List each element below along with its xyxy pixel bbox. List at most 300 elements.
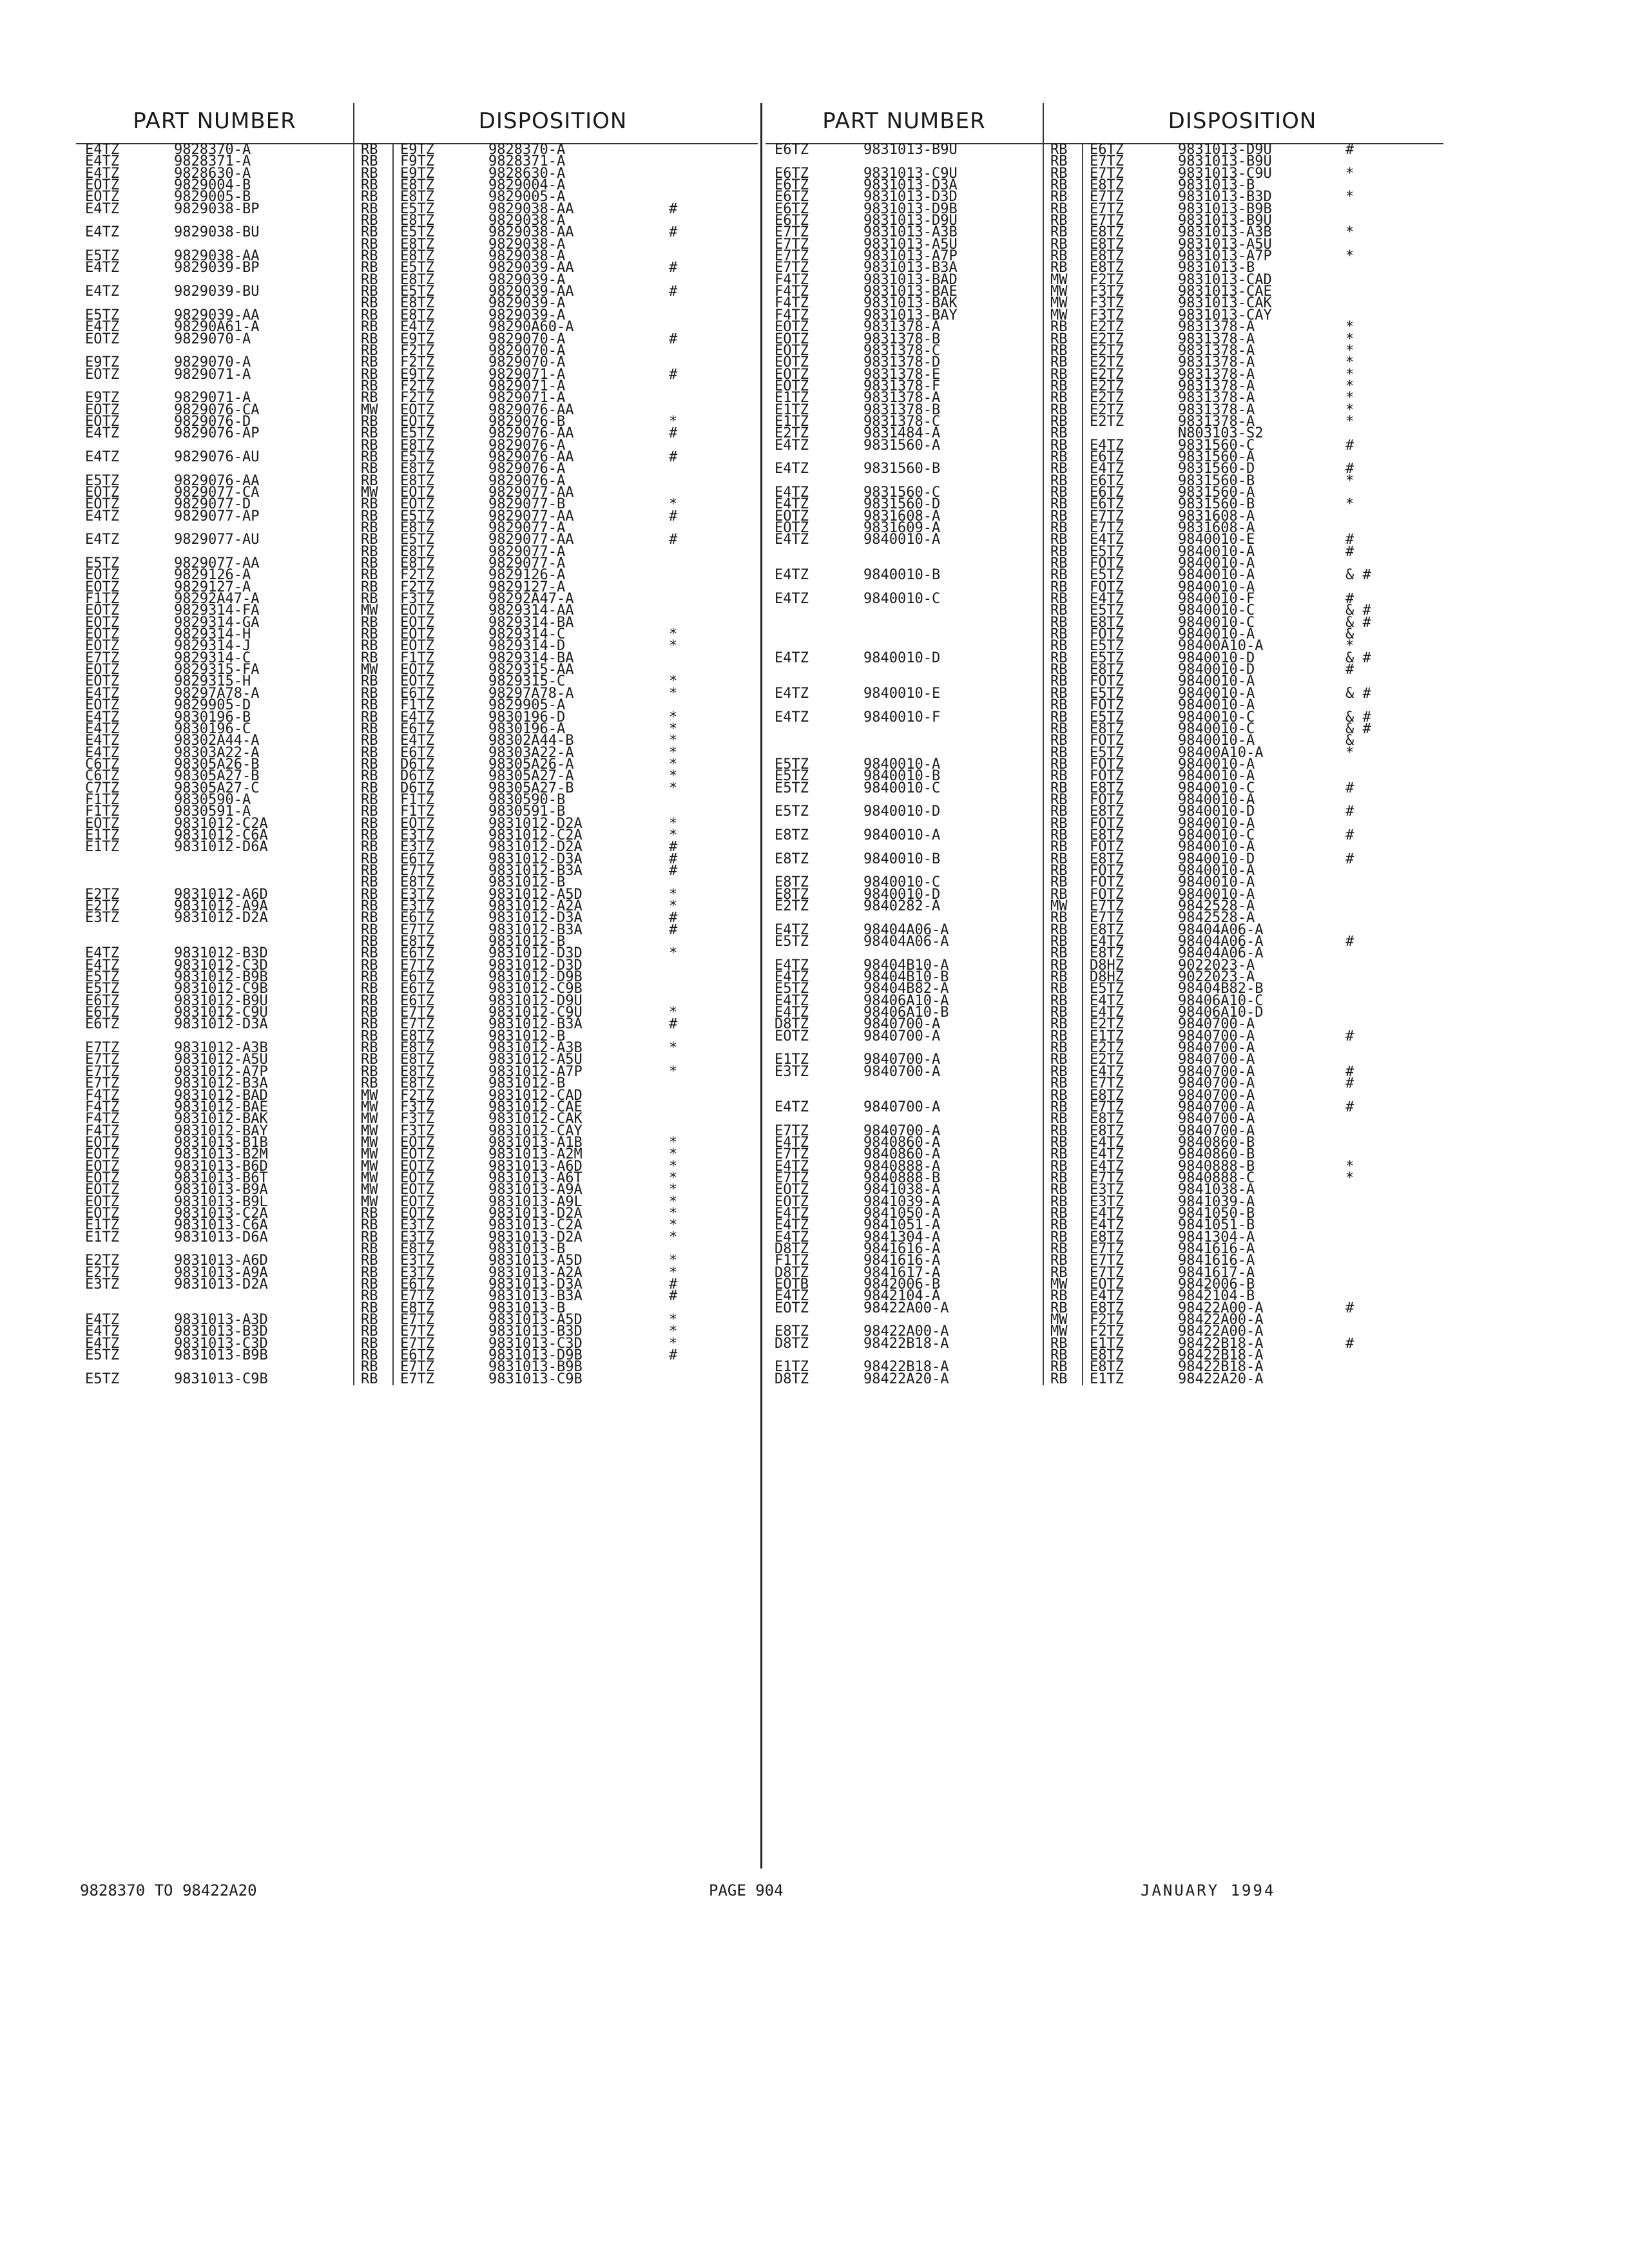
disposition-code: RB	[361, 1370, 378, 1387]
part-number: 9831378-F	[863, 378, 941, 394]
part-number: 9831013-C9U	[863, 165, 958, 182]
disposition-number: 9829071-A	[488, 378, 566, 394]
part-prefix: E6TZ	[775, 142, 809, 158]
disposition-prefix: E8TZ	[1090, 224, 1124, 241]
disposition-prefix: E7TZ	[400, 921, 434, 938]
part-prefix: E7TZ	[85, 1052, 119, 1068]
note-mark: #	[669, 1016, 678, 1033]
part-prefix: F1TZ	[85, 791, 119, 808]
disposition-prefix: EOTZ	[400, 815, 434, 832]
disposition-number: 9841617-A	[1178, 1264, 1255, 1281]
disposition-prefix: FOTZ	[1090, 579, 1124, 595]
disposition-code: MW	[1050, 1312, 1068, 1329]
disposition-code: RB	[361, 153, 378, 170]
disposition-number: 9831012-A7P	[488, 1063, 583, 1080]
disposition-code: RB	[1050, 649, 1068, 666]
disposition-number: 9829315-C	[488, 673, 566, 690]
disposition-code: RB	[1050, 1052, 1068, 1068]
disposition-code: RB	[1050, 1063, 1068, 1080]
disposition-number: 9840700-A	[1178, 1087, 1255, 1104]
part-number: 9840010-E	[863, 685, 941, 702]
disposition-number: 9831013-A9A	[488, 1182, 583, 1198]
note-mark: *	[669, 413, 678, 430]
part-prefix: EOTZ	[775, 319, 809, 336]
part-number: 9841038-A	[863, 1182, 941, 1198]
disposition-prefix: E6TZ	[400, 720, 434, 737]
part-prefix: F4TZ	[85, 1111, 119, 1128]
disposition-number: 9831012-B	[488, 934, 566, 950]
disposition-number: 9022023-A	[1178, 969, 1255, 986]
note-mark: #	[1345, 934, 1354, 950]
disposition-prefix: E8TZ	[1090, 662, 1124, 678]
note-mark: #	[669, 862, 678, 879]
disposition-number: 9842006-B	[1178, 1276, 1255, 1293]
disposition-number: 9831378-A	[1178, 319, 1255, 336]
disposition-prefix: E7TZ	[1090, 165, 1124, 182]
part-prefix: E4TZ	[85, 224, 119, 241]
disposition-prefix: E6TZ	[400, 850, 434, 867]
note-mark: *	[669, 768, 678, 785]
disposition-code: RB	[361, 709, 378, 726]
note-mark: #	[669, 331, 678, 347]
disposition-number: 9840010-A	[1178, 815, 1255, 832]
note-mark: #	[1345, 1099, 1354, 1115]
disposition-code: RB	[361, 791, 378, 808]
note-mark: *	[669, 1312, 678, 1329]
disposition-number: 9829314-BA	[488, 649, 574, 666]
part-number: 9829314-C	[174, 649, 251, 666]
part-prefix: E3TZ	[85, 910, 119, 927]
disposition-prefix: F2TZ	[400, 1087, 434, 1104]
part-number: 9831013-B2M	[174, 1146, 268, 1163]
disposition-number: 9831608-A	[1178, 520, 1255, 536]
disposition-prefix: E4TZ	[1090, 437, 1124, 454]
disposition-number: 9022023-A	[1178, 957, 1255, 974]
disposition-number: 9831013-D9B	[488, 1347, 583, 1364]
note-mark: *	[1345, 496, 1354, 513]
part-prefix: F4TZ	[85, 1122, 119, 1139]
part-prefix: E7TZ	[85, 1040, 119, 1057]
part-prefix: E5TZ	[85, 307, 119, 323]
disposition-number: 9831378-A	[1178, 390, 1255, 407]
disposition-number: 9831013-B9B	[488, 1359, 583, 1376]
disposition-code: RB	[1050, 921, 1068, 938]
disposition-code: RB	[1050, 910, 1068, 927]
part-prefix: E5TZ	[85, 969, 119, 986]
disposition-code: RB	[361, 969, 378, 986]
disposition-code: RB	[1050, 520, 1068, 536]
disposition-code: RB	[361, 934, 378, 950]
disposition-prefix: E7TZ	[1090, 1169, 1124, 1186]
disposition-code: RB	[1050, 602, 1068, 619]
disposition-prefix: E8TZ	[1090, 177, 1124, 194]
part-number: 98297A78-A	[174, 685, 260, 702]
disposition-prefix: E8TZ	[1090, 1229, 1124, 1245]
disposition-prefix: E2TZ	[1090, 1016, 1124, 1033]
part-prefix: EOTZ	[775, 1028, 809, 1044]
part-prefix: E4TZ	[85, 957, 119, 974]
disposition-code: RB	[361, 886, 378, 903]
disposition-number: 98305A27-B	[488, 780, 574, 796]
right-rows	[766, 144, 1443, 1385]
disposition-number: 9840860-B	[1178, 1134, 1255, 1151]
disposition-number: 98302A44-B	[488, 733, 574, 749]
note-mark: *	[669, 496, 678, 513]
disposition-number: 9840010-A	[1178, 555, 1255, 572]
part-number: 9831012-D2A	[174, 910, 268, 927]
disposition-code: RB	[361, 673, 378, 690]
disposition-prefix: E3TZ	[400, 827, 434, 843]
disposition-number: 9831013-C2A	[488, 1217, 583, 1234]
disposition-prefix: E8TZ	[400, 1075, 434, 1092]
disposition-prefix: E8TZ	[400, 555, 434, 572]
disposition-number: 9840010-C	[1178, 614, 1255, 631]
part-number: 9840010-B	[863, 567, 941, 584]
note-mark: *	[669, 1158, 678, 1175]
disposition-code: RB	[361, 768, 378, 785]
part-prefix: E4TZ	[775, 709, 809, 726]
part-number: 9829077-D	[174, 496, 251, 513]
disposition-code: MW	[361, 602, 378, 619]
disposition-number: 9831012-B3A	[488, 862, 583, 879]
disposition-prefix: E3TZ	[1090, 1182, 1124, 1198]
disposition-number: 9831012-D3A	[488, 850, 583, 867]
part-number: 9831012-A9A	[174, 898, 268, 914]
disposition-code: RB	[1050, 142, 1068, 158]
disposition-code: RB	[1050, 401, 1068, 418]
part-number: 9840010-D	[863, 803, 941, 820]
disposition-code: RB	[1050, 886, 1068, 903]
disposition-number: 98422B18-A	[1178, 1347, 1264, 1364]
disposition-number: 98422B18-A	[1178, 1359, 1264, 1376]
part-prefix: EOTZ	[85, 189, 119, 206]
disposition-prefix: E8TZ	[1090, 1300, 1124, 1316]
part-prefix: E5TZ	[85, 981, 119, 997]
disposition-number: 9840700-A	[1178, 1040, 1255, 1057]
disposition-prefix: D8HZ	[1090, 957, 1124, 974]
disposition-prefix: E8TZ	[1090, 921, 1124, 938]
note-mark: #	[1345, 591, 1354, 608]
disposition-prefix: D6TZ	[400, 756, 434, 773]
disposition-number: 9831378-A	[1178, 366, 1255, 383]
disposition-number: 9831013-D3A	[488, 1276, 583, 1293]
disposition-prefix: E2TZ	[1090, 378, 1124, 394]
disposition-code: RB	[361, 1300, 378, 1316]
part-prefix: C6TZ	[85, 768, 119, 785]
right-column	[766, 103, 1443, 1385]
part-prefix: F1TZ	[775, 1253, 809, 1269]
disposition-number: 9840010-A	[1178, 874, 1255, 891]
disposition-number: 9831560-D	[1178, 461, 1255, 477]
note-mark: *	[669, 673, 678, 690]
disposition-number: 9831378-A	[1178, 331, 1255, 347]
disposition-code: RB	[361, 957, 378, 974]
disposition-code: RB	[1050, 236, 1068, 253]
disposition-prefix: E5TZ	[400, 224, 434, 241]
part-number: 9829127-A	[174, 579, 251, 595]
disposition-number: 9831012-B	[488, 1075, 566, 1092]
note-mark: *	[669, 1193, 678, 1210]
disposition-number: 9842528-A	[1178, 910, 1255, 927]
disposition-code: RB	[1050, 780, 1068, 796]
disposition-code: RB	[1050, 200, 1068, 217]
disposition-code: RB	[361, 910, 378, 927]
disposition-code: RB	[361, 472, 378, 489]
part-number: 9840010-C	[863, 780, 941, 796]
note-mark: #	[1345, 1075, 1354, 1092]
part-number: 9840700-A	[863, 1052, 941, 1068]
disposition-code: RB	[361, 1276, 378, 1293]
disposition-code: RB	[361, 189, 378, 206]
disposition-code: RB	[1050, 1099, 1068, 1115]
disposition-code: RB	[361, 720, 378, 737]
note-mark: #	[669, 1347, 678, 1364]
disposition-number: 9830196-A	[488, 720, 566, 737]
disposition-prefix: F2TZ	[400, 579, 434, 595]
disposition-number: 9831012-B3A	[488, 921, 583, 938]
disposition-prefix: E8TZ	[400, 543, 434, 560]
disposition-number: 9840010-F	[1178, 591, 1255, 608]
disposition-number: 9840010-E	[1178, 532, 1255, 548]
disposition-prefix: E8TZ	[1090, 260, 1124, 276]
disposition-code: RB	[361, 543, 378, 560]
part-prefix: EOTZ	[85, 177, 119, 194]
disposition-number: 9831013-A2A	[488, 1264, 583, 1281]
part-number: 9831012-BAE	[174, 1099, 268, 1115]
disposition-number: 9829314-AA	[488, 602, 574, 619]
disposition-prefix: D6TZ	[400, 768, 434, 785]
part-prefix: E4TZ	[775, 957, 809, 974]
part-number: 9831013-A6D	[174, 1253, 268, 1269]
part-number: 9842104-A	[863, 1288, 941, 1305]
part-prefix: E5TZ	[775, 981, 809, 997]
disposition-prefix: E4TZ	[1090, 1158, 1124, 1175]
note-mark: #	[669, 448, 678, 465]
disposition-prefix: F2TZ	[400, 378, 434, 394]
disposition-number: 9840010-A	[1178, 543, 1255, 560]
disposition-prefix: F3TZ	[400, 1111, 434, 1128]
part-number: 9831013-BAD	[863, 271, 958, 288]
disposition-number: 9829071-A	[488, 390, 566, 407]
disposition-prefix: E9TZ	[400, 165, 434, 182]
disposition-prefix: FOTZ	[1090, 791, 1124, 808]
part-number: 9831013-B1B	[174, 1134, 268, 1151]
disposition-number: 98292A47-A	[488, 591, 574, 608]
part-number: 9831560-B	[863, 461, 941, 477]
part-number: 9831013-B6T	[174, 1169, 268, 1186]
disposition-code: RB	[361, 780, 378, 796]
part-prefix: EOTZ	[775, 378, 809, 394]
part-number: 9829314-H	[174, 626, 251, 643]
disposition-prefix: E1TZ	[1090, 1335, 1124, 1352]
disposition-code: RB	[361, 461, 378, 477]
disposition-code: RB	[1050, 934, 1068, 950]
part-prefix: E4TZ	[85, 142, 119, 158]
disposition-prefix: E8TZ	[1090, 1122, 1124, 1139]
disposition-number: 9841616-A	[1178, 1253, 1255, 1269]
disposition-code: RB	[361, 520, 378, 536]
disposition-prefix: E1TZ	[1090, 1370, 1124, 1387]
footer-range: 9828370 TO 98422A20	[80, 1881, 257, 1899]
disposition-code: RB	[361, 1323, 378, 1340]
disposition-number: 9831378-A	[1178, 401, 1255, 418]
note-mark: *	[1345, 331, 1354, 347]
disposition-code: RB	[361, 626, 378, 643]
part-prefix: EOTZ	[85, 496, 119, 513]
note-mark: #	[669, 910, 678, 927]
part-number: 9831013-A3D	[174, 1312, 268, 1329]
part-number: 9841616-A	[863, 1253, 941, 1269]
disposition-number: 9829070-A	[488, 354, 566, 371]
part-number: 9831484-A	[863, 425, 941, 442]
part-prefix: EOTZ	[775, 508, 809, 524]
disposition-prefix: E5TZ	[400, 200, 434, 217]
disposition-code: RB	[361, 1229, 378, 1245]
part-prefix: E4TZ	[775, 437, 809, 454]
part-number: 9831012-B9B	[174, 969, 268, 986]
disposition-number: 9831013-D9U	[1178, 142, 1272, 158]
disposition-code: RB	[361, 1016, 378, 1033]
disposition-code: RB	[1050, 720, 1068, 737]
disposition-prefix: F2TZ	[1090, 1312, 1124, 1329]
disposition-number: 9829077-A	[488, 543, 566, 560]
part-prefix: E8TZ	[775, 886, 809, 903]
note-mark: *	[669, 638, 678, 655]
part-number: 9829004-B	[174, 177, 251, 194]
disposition-prefix: E6TZ	[400, 910, 434, 927]
disposition-prefix: EOTZ	[400, 638, 434, 655]
disposition-prefix: E7TZ	[1090, 213, 1124, 229]
disposition-code: RB	[361, 733, 378, 749]
disposition-code: RB	[1050, 957, 1068, 974]
part-prefix: F4TZ	[85, 1099, 119, 1115]
disposition-prefix: E5TZ	[1090, 567, 1124, 584]
disposition-code: RB	[1050, 425, 1068, 442]
disposition-prefix: E2TZ	[1090, 319, 1124, 336]
disposition-number: 98297A78-A	[488, 685, 574, 702]
table-row	[766, 1370, 1443, 1387]
disposition-number: 9831013-D2A	[488, 1205, 583, 1222]
disposition-prefix: E4TZ	[1090, 591, 1124, 608]
disposition-prefix: E2TZ	[1090, 390, 1124, 407]
part-prefix: E2TZ	[775, 425, 809, 442]
part-number: 9841051-A	[863, 1217, 941, 1234]
disposition-code: RB	[1050, 1040, 1068, 1057]
part-prefix: E2TZ	[85, 886, 119, 903]
part-prefix: EOTB	[775, 1276, 809, 1293]
disposition-code: RB	[1050, 791, 1068, 808]
disposition-code: RB	[1050, 319, 1068, 336]
part-prefix: E4TZ	[775, 567, 809, 584]
note-mark: *	[669, 1134, 678, 1151]
disposition-prefix: E8TZ	[400, 437, 434, 454]
disposition-prefix: F2TZ	[400, 390, 434, 407]
part-number: 9829038-BU	[174, 224, 260, 241]
part-prefix: EOTZ	[85, 1158, 119, 1175]
disposition-prefix: E7TZ	[400, 1359, 434, 1376]
part-prefix: D8TZ	[775, 1370, 809, 1387]
part-prefix: EOTZ	[775, 342, 809, 359]
disposition-number: 9831013-B9B	[1178, 200, 1272, 217]
disposition-prefix: EOTZ	[400, 673, 434, 690]
note-mark: *	[1345, 378, 1354, 394]
part-prefix: EOTZ	[85, 815, 119, 832]
part-prefix: E4TZ	[85, 720, 119, 737]
disposition-number: 9828630-A	[488, 165, 566, 182]
disposition-number: 9829314-BA	[488, 614, 574, 631]
note-mark: #	[1345, 1335, 1354, 1352]
disposition-number: 9830196-D	[488, 709, 566, 726]
part-number: 98305A26-B	[174, 756, 260, 773]
disposition-code: RB	[361, 390, 378, 407]
part-prefix: E2TZ	[85, 898, 119, 914]
part-prefix: E7TZ	[775, 1122, 809, 1139]
disposition-code: RB	[1050, 1146, 1068, 1163]
note-mark: #	[1345, 1028, 1354, 1044]
part-prefix: F1TZ	[85, 803, 119, 820]
part-number: 9831012-BAY	[174, 1122, 268, 1139]
part-number: 9831012-B3A	[174, 1075, 268, 1092]
disposition-number: 9831013-B	[488, 1300, 566, 1316]
disposition-prefix: E8TZ	[400, 1300, 434, 1316]
part-prefix: E7TZ	[85, 1075, 119, 1092]
part-prefix: F4TZ	[775, 284, 809, 300]
part-number: 98292A47-A	[174, 591, 260, 608]
right-header	[766, 103, 1443, 144]
disposition-number: 9841051-B	[1178, 1217, 1255, 1234]
part-number: 9831012-C3D	[174, 957, 268, 974]
part-prefix: E4TZ	[85, 319, 119, 336]
disposition-code: RB	[1050, 827, 1068, 843]
disposition-code: MW	[361, 1087, 378, 1104]
note-mark: *	[669, 886, 678, 903]
disposition-prefix: E9TZ	[400, 331, 434, 347]
disposition-number: 9831560-A	[1178, 484, 1255, 501]
disposition-code: RB	[1050, 472, 1068, 489]
disposition-number: 9831013-A7P	[1178, 248, 1272, 265]
part-number: 9829315-FA	[174, 662, 260, 678]
disposition-prefix: F3TZ	[400, 591, 434, 608]
part-prefix: E4TZ	[775, 921, 809, 938]
disposition-number: 9829077-AA	[488, 484, 574, 501]
note-mark: *	[669, 815, 678, 832]
disposition-code: RB	[1050, 224, 1068, 241]
note-mark: #	[1345, 827, 1354, 843]
disposition-code: RB	[1050, 1158, 1068, 1175]
disposition-number: 9831013-CAD	[1178, 271, 1272, 288]
note-mark: *	[669, 756, 678, 773]
disposition-number: 9831012-D9U	[488, 992, 583, 1009]
table-row	[76, 1370, 758, 1387]
disposition-prefix: E6TZ	[1090, 484, 1124, 501]
disposition-code: RB	[361, 638, 378, 655]
disposition-number: 9831013-B9U	[1178, 213, 1272, 229]
part-prefix: EOTZ	[85, 1182, 119, 1198]
disposition-code: MW	[1050, 1276, 1068, 1293]
note-mark: *	[1345, 342, 1354, 359]
disposition-code: RB	[1050, 697, 1068, 714]
note-mark: #	[669, 532, 678, 548]
disposition-code: RB	[361, 898, 378, 914]
part-prefix: EOTZ	[85, 484, 119, 501]
disposition-prefix: E8TZ	[1090, 827, 1124, 843]
disposition-code: RB	[361, 236, 378, 253]
part-prefix: F4TZ	[775, 295, 809, 312]
part-prefix: E8TZ	[775, 827, 809, 843]
disposition-prefix: E7TZ	[1090, 1264, 1124, 1281]
part-number: 9828371-A	[174, 153, 251, 170]
disposition-number: 9829005-A	[488, 189, 566, 206]
